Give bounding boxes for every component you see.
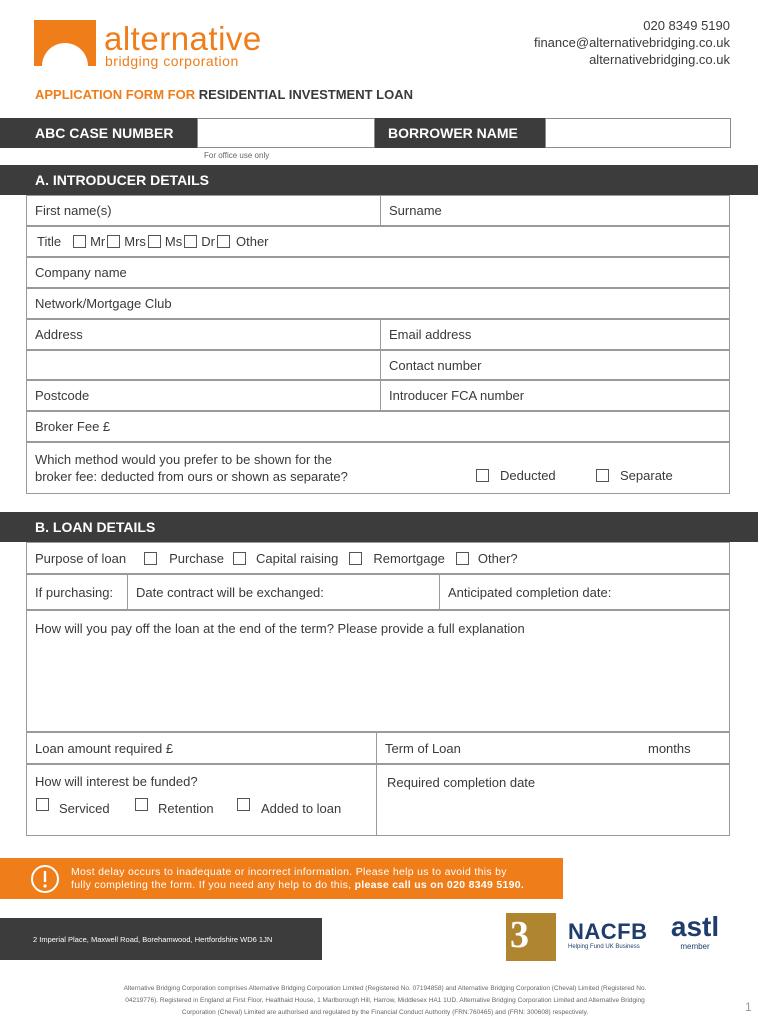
anticipated-completion-field[interactable]: Anticipated completion date: xyxy=(439,574,730,610)
title-dr-checkbox[interactable] xyxy=(184,235,197,248)
introducer-fca-field[interactable]: Introducer FCA number xyxy=(380,380,730,411)
abc-case-number-label: ABC CASE NUMBER xyxy=(0,118,197,148)
logo-arc-icon xyxy=(34,20,96,66)
deducted-checkbox[interactable] xyxy=(476,469,489,482)
capital-raising-checkbox[interactable] xyxy=(233,552,246,565)
award-badge: 3 xyxy=(506,913,556,961)
astl-logo: astl member xyxy=(670,911,720,951)
alert-icon xyxy=(30,864,60,894)
loan-payoff-explanation-field[interactable]: How will you pay off the loan at the end of the term? Please provide a full explanation xyxy=(26,610,730,732)
term-of-loan-field[interactable]: Term of Loan months xyxy=(376,732,730,764)
surname-field[interactable]: Surname xyxy=(380,195,730,226)
first-names-field[interactable]: First name(s) xyxy=(26,195,381,226)
added-to-loan-checkbox[interactable] xyxy=(237,798,250,811)
contact-email[interactable]: finance@alternativebridging.co.uk xyxy=(533,35,730,50)
title-mrs-checkbox[interactable] xyxy=(107,235,120,248)
address-field[interactable]: Address xyxy=(26,319,381,350)
title-mr-checkbox[interactable] xyxy=(73,235,86,248)
contact-website[interactable]: alternativebridging.co.uk xyxy=(589,52,730,67)
title-row: Title Mr Mrs Ms Dr Other xyxy=(26,226,730,257)
title-ms-checkbox[interactable] xyxy=(148,235,161,248)
interest-funding-row: How will interest be funded? Serviced Retention Added to loan xyxy=(26,764,377,836)
section-a-header: A. INTRODUCER DETAILS xyxy=(0,165,758,195)
remortgage-checkbox[interactable] xyxy=(349,552,362,565)
borrower-name-field[interactable] xyxy=(545,118,731,148)
loan-amount-field[interactable]: Loan amount required £ xyxy=(26,732,377,764)
borrower-name-label: BORROWER NAME xyxy=(375,118,545,148)
contact-number-field[interactable]: Contact number xyxy=(380,350,730,380)
company-logo xyxy=(34,20,304,70)
retention-checkbox[interactable] xyxy=(135,798,148,811)
logo-tagline: bridging corporation xyxy=(105,53,239,69)
footer-address: 2 Imperial Place, Maxwell Road, Borehamwood, Hertfordshire WD6 1JN xyxy=(0,918,322,960)
contact-phone: 020 8349 5190 xyxy=(643,18,730,33)
notice-line-2: fully completing the form. If you need any help to do this, please call us on 020 8349 5190. xyxy=(71,879,525,891)
section-b-header: B. LOAN DETAILS xyxy=(0,512,758,542)
company-name-field[interactable]: Company name xyxy=(26,257,730,288)
legal-text: Alternative Bridging Corporation comprises Alternative Bridging Corporation Limited (Registered No. 07194858) and Alternative Bridging Corporation (Cheval) Limited (Registered No. 04219776). Registered in England at First Floor, Healthaid House, 1 Marlborough Hill, Harrow, Middlesex HA1 1UD. Alternative Bridging Corporation Limited and Alternative Bridging Corporation (Cheval) Limited are authorised and regulated by the Financial Conduct Authority (FRN:760465) and (FRN: 300608) respectively. xyxy=(123,985,647,1016)
date-contract-field[interactable]: Date contract will be exchanged: xyxy=(127,574,440,610)
notice-line-1: Most delay occurs to inadequate or incorrect information. Please help us to avoid this by xyxy=(71,866,507,878)
office-use-note: For office use only xyxy=(204,151,270,160)
notice-banner xyxy=(0,858,563,899)
logo-wordmark: alternative xyxy=(104,20,262,57)
abc-case-number-field[interactable] xyxy=(197,118,375,148)
required-completion-date-field[interactable]: Required completion date xyxy=(376,764,730,836)
nacfb-logo: NACFB Helping Fund UK Business xyxy=(568,919,648,950)
postcode-field[interactable]: Postcode xyxy=(26,380,381,411)
purchase-checkbox[interactable] xyxy=(144,552,157,565)
separate-checkbox[interactable] xyxy=(596,469,609,482)
email-address-field[interactable]: Email address xyxy=(380,319,730,350)
purpose-of-loan-row: Purpose of loan Purchase Capital raising Remortgage Other? xyxy=(26,542,730,574)
network-mortgage-club-field[interactable]: Network/Mortgage Club xyxy=(26,288,730,319)
broker-fee-field[interactable]: Broker Fee £ xyxy=(26,411,730,442)
serviced-checkbox[interactable] xyxy=(36,798,49,811)
other-checkbox[interactable] xyxy=(456,552,469,565)
page-number: 1 xyxy=(745,1000,752,1014)
if-purchasing-label: If purchasing: xyxy=(26,574,128,610)
address-line-2-field[interactable] xyxy=(26,350,381,380)
broker-fee-method-row: Which method would you prefer to be shown for the broker fee: deducted from ours or shown as separate? Deducted Separate xyxy=(26,442,730,494)
form-title: APPLICATION FORM FOR RESIDENTIAL INVESTMENT LOAN xyxy=(35,87,413,102)
title-other-checkbox[interactable] xyxy=(217,235,230,248)
